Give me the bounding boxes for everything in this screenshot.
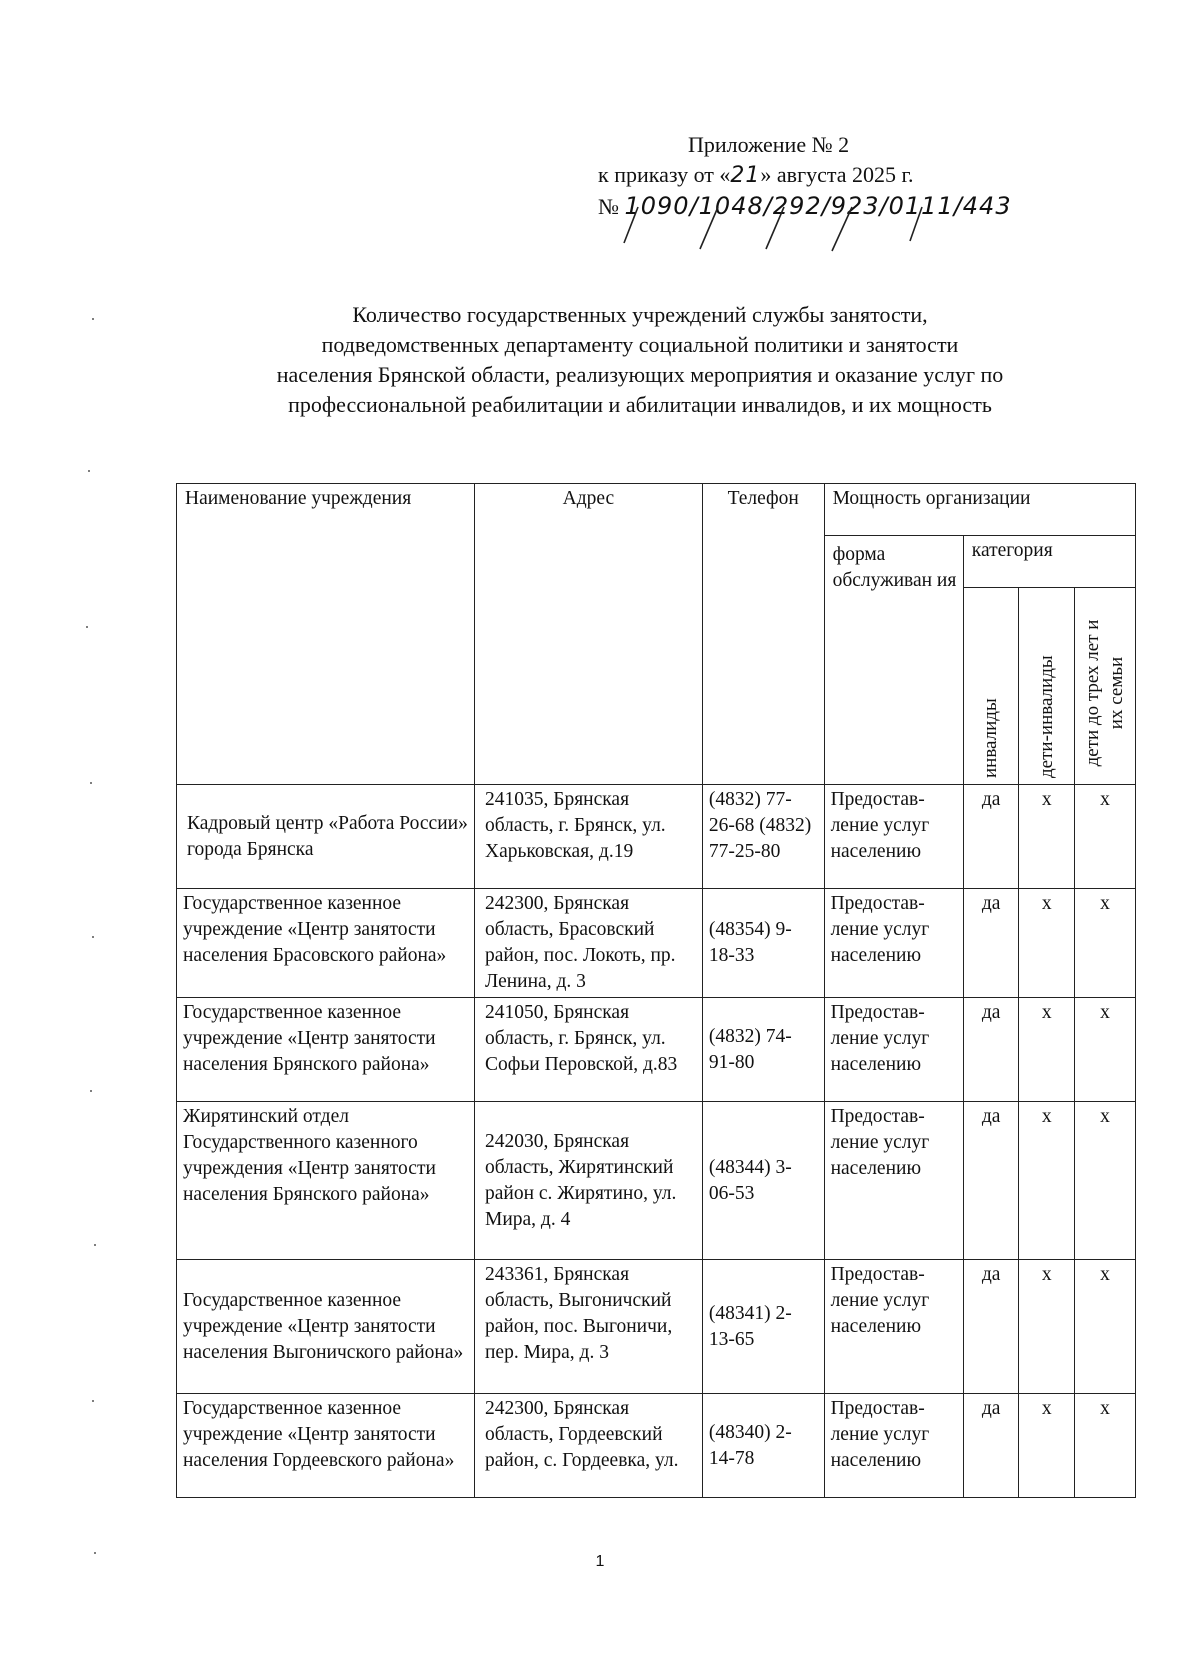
appendix-title: Приложение № 2 bbox=[688, 132, 850, 157]
cell-cat2: х bbox=[1019, 889, 1075, 998]
cell-phone: (48344) 3-06-53 bbox=[702, 1102, 824, 1260]
cell-cat2: х bbox=[1019, 1260, 1075, 1394]
table-row bbox=[177, 998, 1136, 1102]
cell-cat3: х bbox=[1075, 1260, 1136, 1394]
cell-form: Предостав-ление услуг населению bbox=[824, 1394, 963, 1498]
scan-mark bbox=[90, 782, 92, 784]
cell-cat1: да bbox=[963, 1260, 1019, 1394]
header-phone: Телефон bbox=[702, 484, 824, 785]
cell-address: 243361, Брянская область, Выгоничский район, пос. Выгоничи, пер. Мира, д. 3 bbox=[475, 1260, 703, 1394]
cell-form: Предостав-ление услуг населению bbox=[824, 998, 963, 1102]
header-name: Наименование учреждения bbox=[177, 484, 475, 785]
cell-form: Предостав-ление услуг населению bbox=[824, 889, 963, 998]
cell-cat1: да bbox=[963, 1102, 1019, 1260]
cell-cat1: да bbox=[963, 1394, 1019, 1498]
cell-name: Государственное казенное учреждение «Центр занятости населения Гордеевского района» bbox=[177, 1394, 475, 1498]
scan-mark bbox=[94, 1244, 96, 1246]
cell-cat3: х bbox=[1075, 785, 1136, 889]
scan-mark bbox=[92, 936, 94, 938]
handwritten-day: 21 bbox=[730, 163, 761, 188]
cell-cat3: х bbox=[1075, 889, 1136, 998]
cell-cat1: да bbox=[963, 785, 1019, 889]
header-address: Адрес bbox=[475, 484, 703, 785]
header-capacity: Мощность организации bbox=[824, 484, 1135, 536]
cell-name: Кадровый центр «Работа России» города Брянска bbox=[177, 785, 475, 889]
cell-cat2: х bbox=[1019, 1102, 1075, 1260]
cell-name: Жирятинский отдел Государственного казенного учреждения «Центр занятости населения Брянского района» bbox=[177, 1102, 475, 1260]
cell-address: 242300, Брянская область, Гордеевский район, с. Гордеевка, ул. bbox=[475, 1394, 703, 1498]
header-category: категория bbox=[963, 536, 1135, 588]
cell-phone: (4832) 74-91-80 bbox=[702, 998, 824, 1102]
header-cat-disabled: инвалиды bbox=[963, 588, 1019, 785]
cell-name: Государственное казенное учреждение «Центр занятости населения Брасовского района» bbox=[177, 889, 475, 998]
title-line: населения Брянской области, реализующих мероприятия и оказание услуг по bbox=[276, 362, 1004, 387]
appendix-order-date: к приказу от «21» августа 2025 г. bbox=[598, 162, 914, 188]
table-row bbox=[177, 1102, 1136, 1260]
cell-address: 242300, Брянская область, Брасовский район, пос. Локоть, пр. Ленина, д. 3 bbox=[475, 889, 703, 998]
handwritten-number: 1090/1048/292/923/0111/443 bbox=[624, 192, 1012, 220]
cell-phone: (4832) 77-26-68 (4832) 77-25-80 bbox=[702, 785, 824, 889]
cell-form: Предостав-ление услуг населению bbox=[824, 1260, 963, 1394]
cell-address: 241050, Брянская область, г. Брянск, ул. Софьи Перовской, д.83 bbox=[475, 998, 703, 1102]
title-line: профессиональной реабилитации и абилитации инвалидов, и их мощность bbox=[288, 392, 992, 417]
cell-cat2: х bbox=[1019, 785, 1075, 889]
cell-name: Государственное казенное учреждение «Центр занятости населения Выгоничского района» bbox=[177, 1260, 475, 1394]
handwritten-strokes bbox=[600, 205, 1060, 265]
cell-form: Предостав-ление услуг населению bbox=[824, 785, 963, 889]
scan-mark bbox=[86, 626, 88, 628]
table-row bbox=[177, 1394, 1136, 1498]
page-number: 1 bbox=[595, 1553, 605, 1570]
table-row bbox=[177, 1260, 1136, 1394]
document-title bbox=[80, 300, 1200, 420]
table-row bbox=[177, 785, 1136, 889]
cell-cat1: да bbox=[963, 998, 1019, 1102]
institutions-table bbox=[176, 483, 1136, 1498]
cell-cat2: х bbox=[1019, 998, 1075, 1102]
header-cat-disabled-children: дети-инвалиды bbox=[1019, 588, 1075, 785]
scan-mark bbox=[90, 1090, 92, 1092]
title-line: Количество государственных учреждений службы занятости, bbox=[352, 302, 928, 327]
header-cat-young-children: дети до трех лет и их семьи bbox=[1075, 588, 1136, 785]
cell-address: 242030, Брянская область, Жирятинский район с. Жирятино, ул. Мира, д. 4 bbox=[475, 1102, 703, 1260]
table-row bbox=[177, 889, 1136, 998]
cell-cat2: х bbox=[1019, 1394, 1075, 1498]
cell-address: 241035, Брянская область, г. Брянск, ул. Харьковская, д.19 bbox=[475, 785, 703, 889]
scan-mark bbox=[94, 1552, 96, 1554]
cell-cat3: х bbox=[1075, 1394, 1136, 1498]
cell-phone: (48354) 9-18-33 bbox=[702, 889, 824, 998]
cell-cat1: да bbox=[963, 889, 1019, 998]
header-form: форма обслуживан ия bbox=[824, 536, 963, 785]
scan-mark bbox=[88, 470, 90, 472]
title-line: подведомственных департаменту социальной политики и занятости bbox=[321, 332, 959, 357]
cell-cat3: х bbox=[1075, 998, 1136, 1102]
scan-mark bbox=[92, 1400, 94, 1402]
appendix-order-number: № 1090/1048/292/923/0111/443 bbox=[598, 192, 1012, 220]
cell-name: Государственное казенное учреждение «Центр занятости населения Брянского района» bbox=[177, 998, 475, 1102]
scan-mark bbox=[92, 318, 94, 320]
cell-cat3: х bbox=[1075, 1102, 1136, 1260]
cell-phone: (48340) 2-14-78 bbox=[702, 1394, 824, 1498]
cell-form: Предостав-ление услуг населению bbox=[824, 1102, 963, 1260]
cell-phone: (48341) 2-13-65 bbox=[702, 1260, 824, 1394]
